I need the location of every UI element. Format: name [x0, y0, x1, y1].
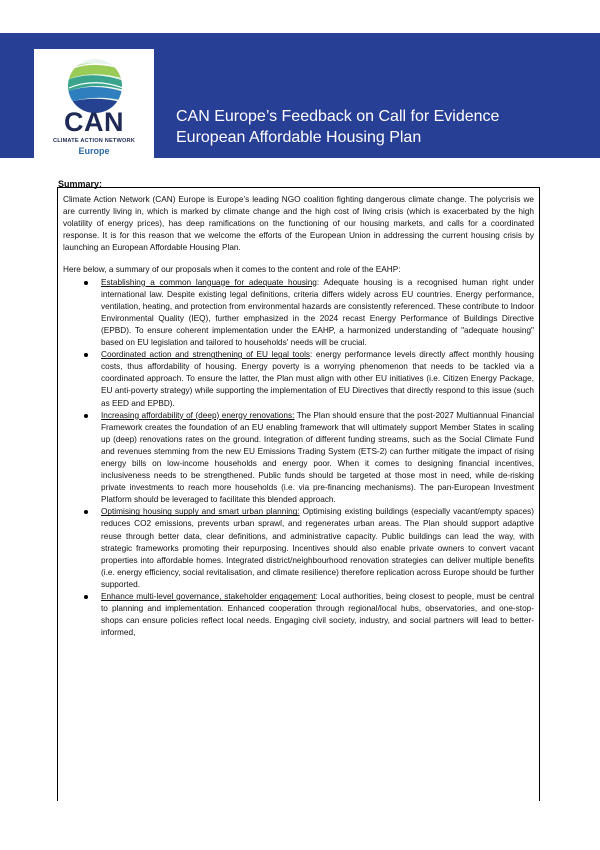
- logo-wordmark: CAN: [64, 107, 124, 137]
- summary-heading: Summary:: [58, 179, 103, 189]
- logo-subtitle: CLIMATE ACTION NETWORK: [52, 138, 136, 144]
- proposal-lead: Establishing a common language for adequate housing: [101, 277, 317, 287]
- bullet-icon: [84, 510, 88, 514]
- bullet-icon: [84, 595, 88, 599]
- summary-box: [57, 187, 540, 801]
- proposal-lead: Increasing affordability of (deep) energy renovations:: [101, 410, 295, 420]
- proposal-lead: Enhance multi-level governance, stakeholder engagement: [101, 592, 316, 601]
- header-banner: [0, 33, 600, 158]
- list-item: [63, 277, 534, 350]
- list-item: [63, 349, 534, 409]
- proposal-text: : Adequate housing is a recognised human right under international law. Despite existing legal definitions, criteria differs widely across EU countries. Energy performance, ventilation, heating, and protection from environmental hazards are consistently referenced. These contribute to Indoor Environmental Quality (IEQ), further emphasized in the 2024 recast Energy Performance of Buildings Directive (EPBD). To ensure coherent implementation under the EAHP, a harmonized understanding of "adequate housing" based on EU legislation and tailored to households' needs will be crucial.: [101, 277, 534, 348]
- page-title: [176, 106, 576, 148]
- proposals-list: [63, 277, 534, 640]
- bullet-icon: [84, 414, 88, 418]
- summary-intro: Climate Action Network (CAN) Europe is Europe’s leading NGO coalition fighting dangerous climate change. The polycrisis we are currently living in, which is marked by climate change and the high cost of living crisis (which is exacerbated by the high volatility of energy prices), has deep ramifications on the functioning of our housing markets, and calls for a coordinated response. It is for this reason that we welcome the efforts of the European Union in addressing the current housing crisis by launching an European Affordable Housing Plan.: [63, 195, 534, 253]
- list-item: [63, 506, 534, 591]
- title-line-1: CAN Europe’s Feedback on Call for Evidence: [176, 108, 500, 125]
- list-item: [63, 591, 534, 639]
- globe-swirl-icon: [67, 58, 123, 114]
- proposal-text: Optimising existing buildings (especially vacant/empty spaces) reduces CO2 emissions, prevents urban sprawl, and regenerates urban areas. The Plan should support adaptive reuse through better data, clear definitions, and administrative capacity. Public buildings can lead the way, with strategic frameworks promoting their repurposing. Incentives should also enable private owners to convert vacant properties into affordable homes. Integrated district/neighbourhood renovation strategies can deliver multiple benefits (i.e. energy efficiency, social revitalisation, and climate resilience) therefore replication across Europe should be further supported.: [101, 507, 535, 589]
- proposal-text: The Plan should ensure that the post-2027 Multiannual Financial Framework creates the foundation of an EU enabling framework that will ultimately support Member States in scaling up (deep) renovations rates on the ground. Integration of different funding streams, such as the Social Climate Fund and revenues stemming from the new EU Emissions Trading System (ETS-2) can further mitigate the impact of rising energy bills on low-income households and energy poor. When it comes to designing financial incentives, inclusiveness needs to be strengthened. Public funds should be targeted at those most in need, while de-risking private investments to reach more households (i.e. via pre-financing mechanisms). The pan-European Investment Platform should be leveraged to facilitate this blended approach.: [101, 410, 534, 505]
- proposals-intro: Here below, a summary of our proposals when it comes to the content and role of the EAHP:: [63, 265, 401, 275]
- list-item: [63, 410, 534, 507]
- proposal-lead: Coordinated action and strengthening of EU legal tools: [101, 350, 311, 360]
- logo-region: Europe: [78, 146, 110, 156]
- proposal-lead: Optimising housing supply and smart urban planning:: [101, 507, 300, 517]
- proposal-text: : energy performance levels directly affect monthly housing costs, thus affordability of housing. Energy poverty is a worrying phenomenon that needs to be tackled via a coordinated approach. To ensure the latter, the Plan must align with other EU initiatives (i.e. Citizen Energy Package, EU anti-poverty strategy) while supporting the implementation of EU Directives that directly respond to this issue (such as EED and EPBD).: [101, 350, 535, 408]
- proposal-text: : Local authorities, being closest to people, must be central to planning and implementation. Enhanced cooperation through regional/local hubs, observatories, and one-stop-shops can ensure policies reflect local needs. Engaging civil society, industry, and social partners will lead to better-informed,: [101, 592, 534, 638]
- bullet-icon: [84, 353, 88, 357]
- bullet-icon: [84, 281, 88, 285]
- title-line-2: European Affordable Housing Plan: [176, 129, 422, 146]
- can-europe-logo: [34, 49, 154, 171]
